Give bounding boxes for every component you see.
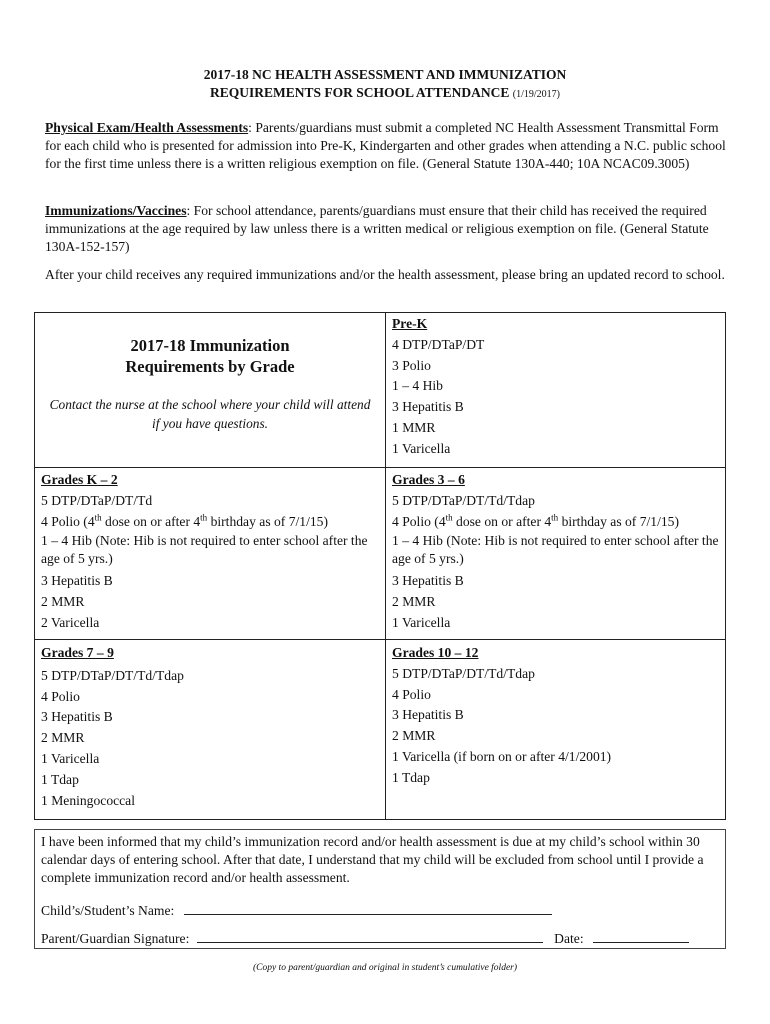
- immunizations-text: : For school attendance, parents/guardians must ensure that their child has received the required immunizations at the age required by law unless there is a written medical or religious exemption on file. (General Statute 130A-152-157): [45, 203, 709, 254]
- physical-exam-paragraph: [45, 119, 730, 173]
- g36-item: 1 Varicella: [392, 614, 451, 630]
- document-title: [40, 66, 730, 104]
- g79-item: 2 MMR: [41, 730, 85, 746]
- acknowledgment-box: [34, 829, 726, 949]
- table-intro-note: Contact the nurse at the school where your child will attend if you have questions.: [49, 397, 371, 431]
- g1012-heading: Grades 10 – 12: [392, 645, 479, 660]
- g36-polio-sup: th: [445, 512, 453, 523]
- k2-polio-sup: th: [200, 512, 208, 523]
- date-field[interactable]: [593, 928, 689, 943]
- g1012-item: 4 Polio: [392, 686, 431, 702]
- g36-polio-part: birthday as of 7/1/15): [558, 513, 679, 529]
- prek-item: 3 Polio: [392, 357, 431, 373]
- g79-item: 1 Meningococcal: [41, 792, 135, 808]
- intro-title-line-1: 2017-18 Immunization: [130, 336, 290, 355]
- k2-polio-part: 4 Polio (4: [41, 513, 95, 529]
- g79-item: 1 Varicella: [41, 750, 100, 766]
- g36-heading: Grades 3 – 6: [392, 472, 465, 487]
- g79-item: 3 Hepatitis B: [41, 709, 113, 725]
- intro-title-line-2: Requirements by Grade: [125, 357, 295, 376]
- immunizations-heading: Immunizations/Vaccines: [45, 203, 187, 218]
- k2-heading: Grades K – 2: [41, 472, 118, 487]
- prek-item: 1 MMR: [392, 419, 436, 435]
- title-line-2: [40, 84, 730, 104]
- signature-row: [41, 928, 689, 948]
- g1012-item: 2 MMR: [392, 728, 436, 744]
- title-line-2-text: REQUIREMENTS FOR SCHOOL ATTENDANCE: [209, 85, 510, 100]
- g79-item: 5 DTP/DTaP/DT/Td/Tdap: [41, 667, 184, 683]
- date-label: Date:: [554, 931, 584, 946]
- physical-exam-heading: Physical Exam/Health Assessments: [45, 120, 249, 135]
- immunizations-paragraph: [45, 202, 730, 256]
- signature-label: Parent/Guardian Signature:: [41, 931, 190, 946]
- table-divider-row-1: [35, 467, 725, 468]
- cell-grades-10-12: [392, 643, 722, 789]
- cell-grades-k-2: [41, 470, 381, 634]
- g36-item: 5 DTP/DTaP/DT/Td/Tdap: [392, 492, 535, 508]
- footer-note: (Copy to parent/guardian and original in student’s cumulative folder): [252, 963, 518, 973]
- g1012-item: 5 DTP/DTaP/DT/Td/Tdap: [392, 665, 535, 681]
- student-name-label: Child’s/Student’s Name:: [41, 903, 175, 918]
- signature-field[interactable]: [197, 928, 543, 943]
- table-intro-title: [35, 335, 385, 377]
- requirements-table: [34, 312, 726, 820]
- k2-polio-part: dose on or after 4: [101, 513, 201, 529]
- g1012-item: 1 Varicella (if born on or after 4/1/2001): [392, 748, 612, 764]
- student-name-field[interactable]: [184, 900, 552, 915]
- k2-item: 2 MMR: [41, 594, 85, 610]
- g36-polio-part: dose on or after 4: [452, 513, 552, 529]
- k2-polio-sup: th: [94, 512, 102, 523]
- k2-hib: 1 – 4 Hib (Note: Hib is not required to enter school after the age of 5 yrs.): [41, 533, 368, 567]
- after-note: After your child receives any required immunizations and/or the health assessment, please bring an updated record to school.: [45, 267, 725, 282]
- k2-polio-part: birthday as of 7/1/15): [207, 513, 328, 529]
- prek-item: 4 DTP/DTaP/DT: [392, 336, 485, 352]
- g36-polio: [392, 512, 722, 533]
- g79-item: 4 Polio: [41, 688, 80, 704]
- g79-heading: Grades 7 – 9: [41, 645, 114, 660]
- cell-prek: [392, 314, 722, 460]
- prek-item: 3 Hepatitis B: [392, 399, 464, 415]
- g36-polio-sup: th: [551, 512, 559, 523]
- revision-date: (1/19/2017): [512, 89, 561, 100]
- table-divider-vertical: [385, 313, 386, 819]
- g36-hib: 1 – 4 Hib (Note: Hib is not required to enter school after the age of 5 yrs.): [392, 533, 719, 567]
- g36-item: 3 Hepatitis B: [392, 573, 464, 589]
- g1012-item: 3 Hepatitis B: [392, 707, 464, 723]
- prek-item: 1 Varicella: [392, 440, 451, 456]
- physical-exam-text: : Parents/guardians must submit a completed NC Health Assessment Transmittal Form for each child who is presented for admission into Pre-K, Kindergarten and other grades when attending a N.C. public school for the first time unless there is a written religious exemption on file. (General Statute 130A-440; 10A NCAC09.3005): [45, 120, 726, 171]
- table-divider-row-2: [35, 639, 725, 640]
- g36-item: 2 MMR: [392, 594, 436, 610]
- prek-item: 1 – 4 Hib: [392, 378, 443, 394]
- acknowledgment-text: I have been informed that my child’s immunization record and/or health assessment is due at my child’s school within 30 calendar days of entering school. After that date, I understand that my child will be excluded from school until I provide a complete immunization record and/or health assessment.: [41, 834, 704, 885]
- student-name-row: [41, 900, 552, 920]
- cell-grades-3-6: [392, 470, 722, 634]
- g1012-item: 1 Tdap: [392, 769, 430, 785]
- cell-grades-7-9: [41, 643, 381, 811]
- k2-item: 5 DTP/DTaP/DT/Td: [41, 492, 153, 508]
- k2-polio: [41, 512, 381, 533]
- k2-item: 2 Varicella: [41, 614, 100, 630]
- k2-item: 3 Hepatitis B: [41, 573, 113, 589]
- g36-polio-part: 4 Polio (4: [392, 513, 446, 529]
- prek-heading: Pre-K: [392, 316, 428, 331]
- g79-item: 1 Tdap: [41, 771, 79, 787]
- title-line-1: 2017-18 NC HEALTH ASSESSMENT AND IMMUNIZATION: [203, 67, 567, 82]
